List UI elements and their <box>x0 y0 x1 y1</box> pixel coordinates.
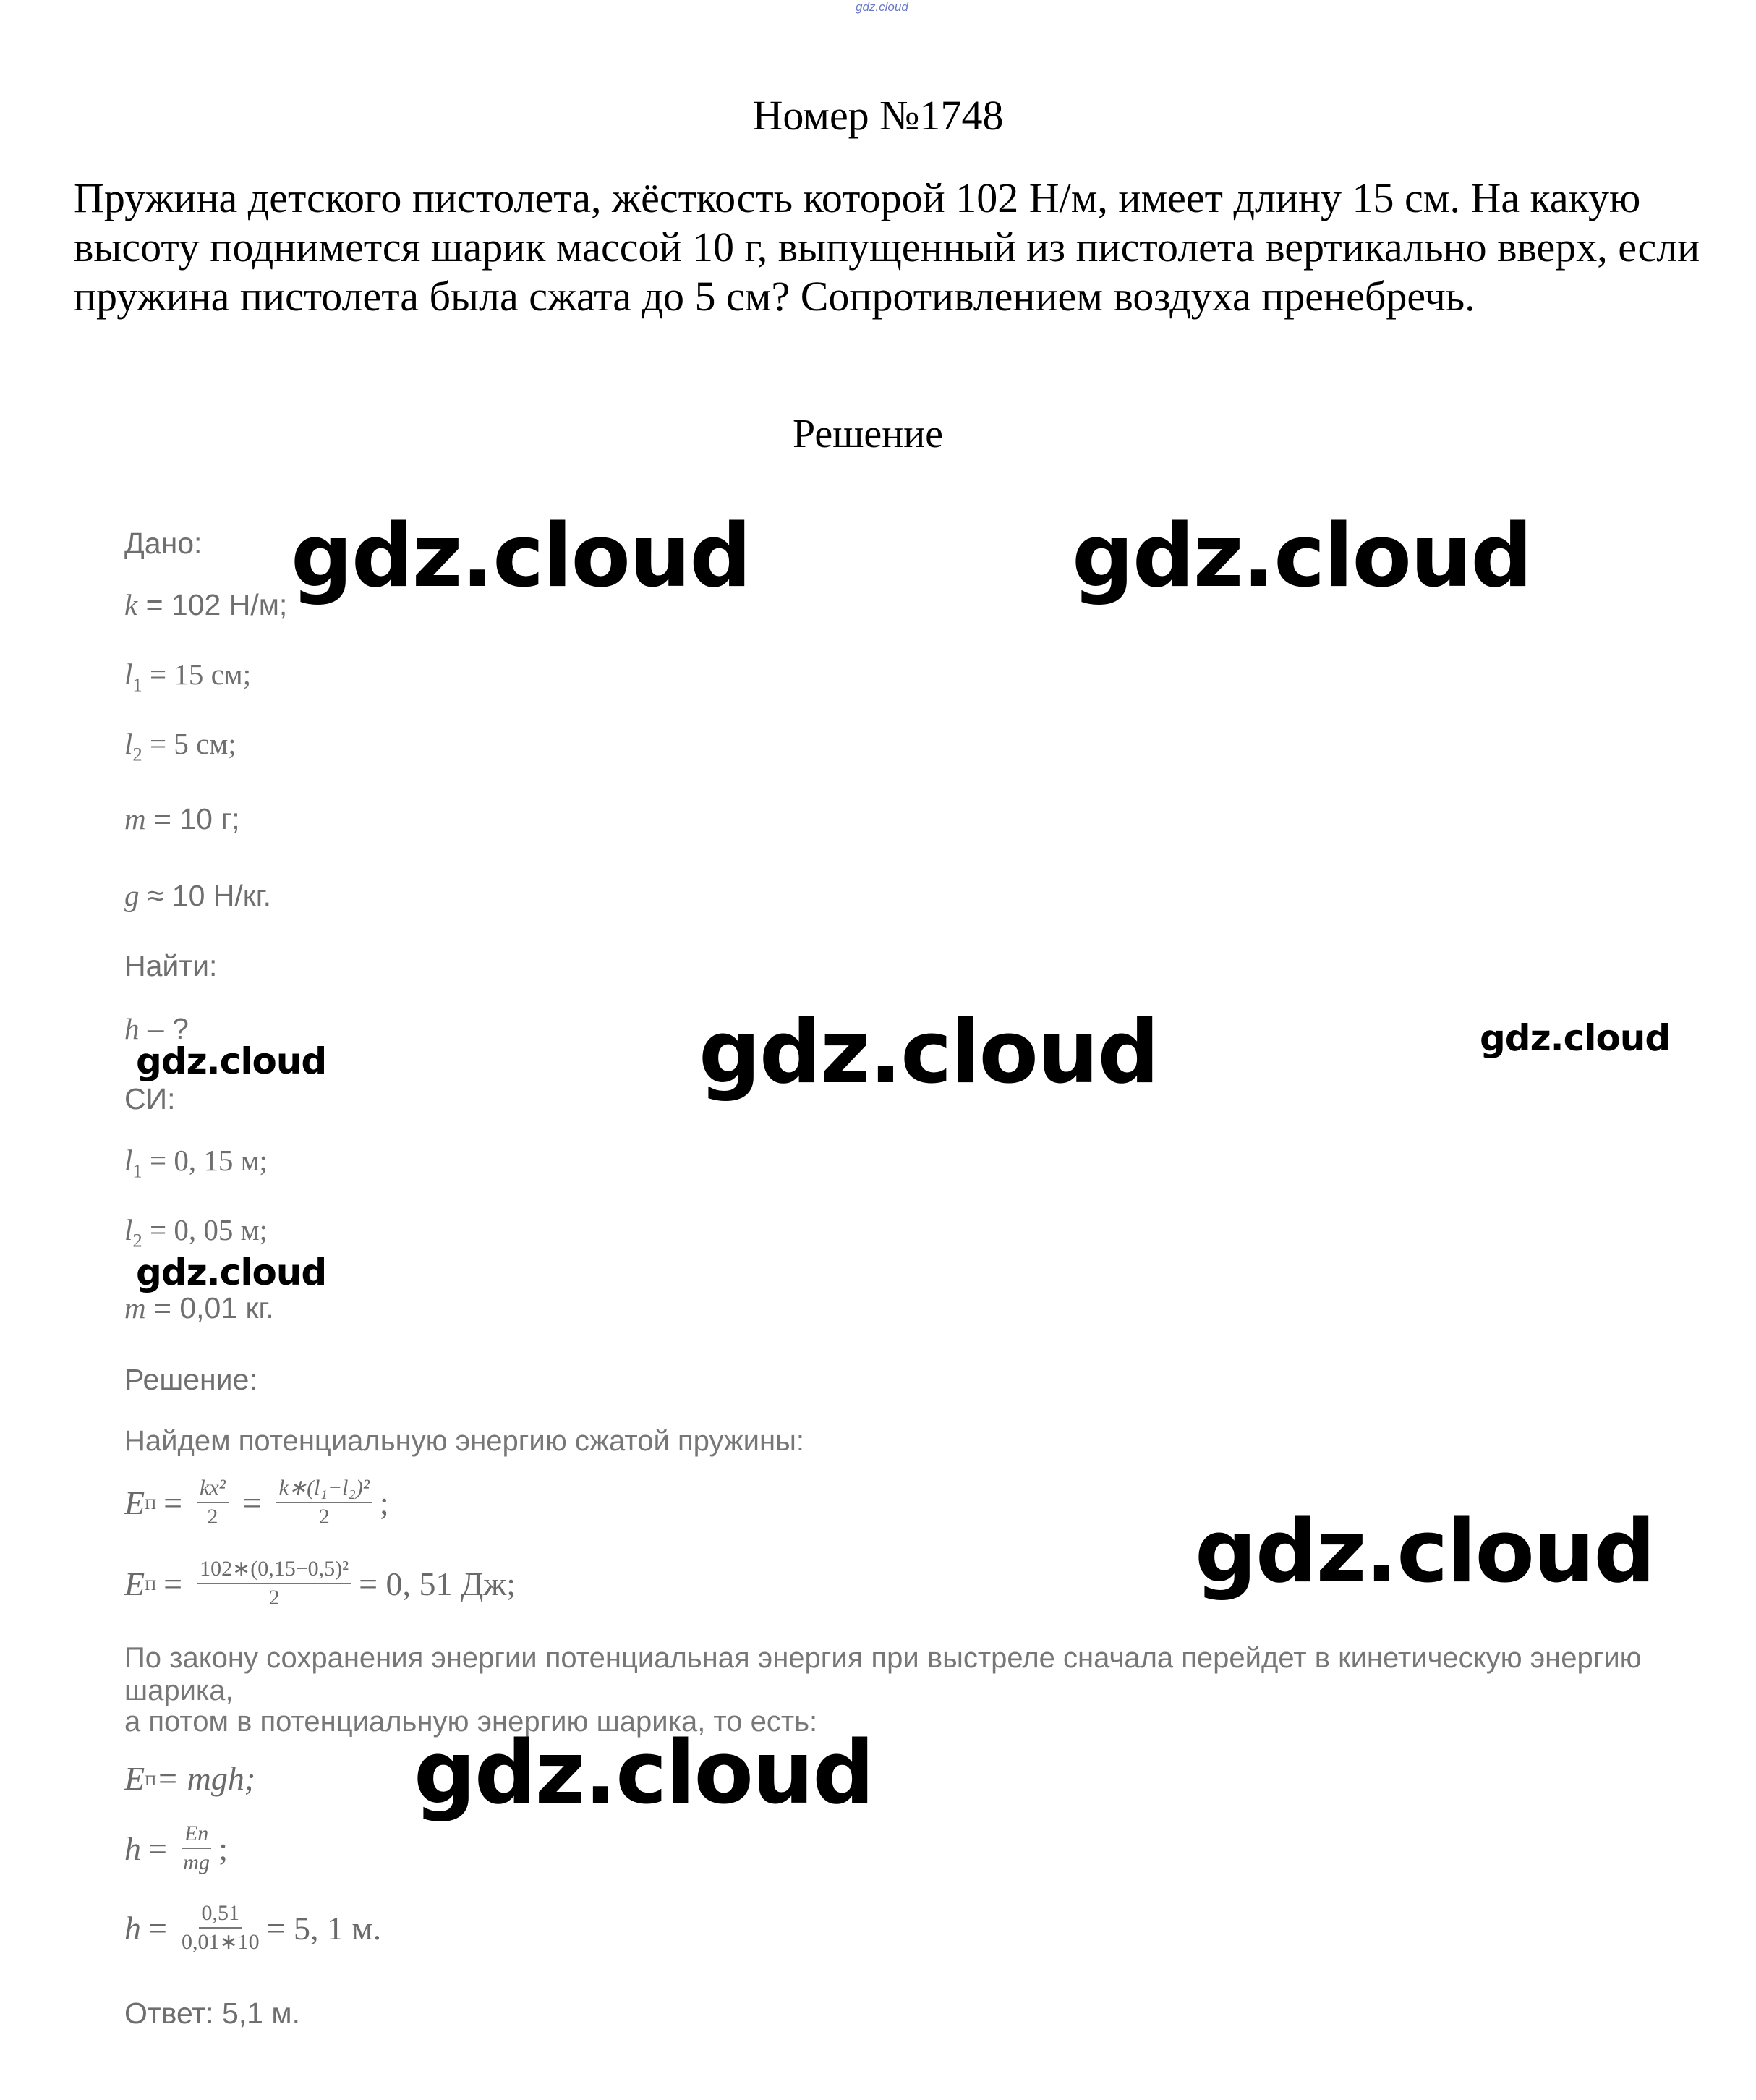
watermark-text: gdz.cloud <box>291 506 751 607</box>
find-label: Найти: <box>124 949 218 982</box>
watermark-text: gdz.cloud <box>1195 1502 1655 1602</box>
equation-4: h = $\frac{Eп}{mg}$ ; <box>124 1821 229 1874</box>
si-label: СИ: <box>124 1082 176 1115</box>
equation-1: E п = $\frac{\text{kx²}}{2}$ = $\frac{\text{k∗(l₁−l₂)²}}{2}$ ; <box>124 1476 389 1529</box>
page-title: Номер №1748 <box>752 92 1004 139</box>
si-l1: $l_1 = 0$, 15 м; <box>124 1144 268 1182</box>
given-g: g ≈ 10 Н/кг. <box>124 879 272 912</box>
si-l2: $l_2 = 0$, 05 м; <box>124 1213 268 1251</box>
watermark-text: gdz.cloud <box>699 1003 1159 1103</box>
answer-line: Ответ: 5,1 м. <box>124 1997 300 2030</box>
solution-heading: Решение <box>792 412 944 456</box>
conservation-text: По закону сохранения энергии потенциальная энергия при выстреле сначала перейдет в кинетическую энергию шарика, <box>124 1642 1642 1706</box>
equation-2: E п = $\frac{\text{102∗(0,15−0,5)²}}{2}$ = 0, 51 Дж; <box>124 1557 516 1610</box>
given-k: k = 102 Н/м; <box>124 588 288 621</box>
equation-3: E п = mgh; <box>124 1760 256 1797</box>
watermark-text: gdz.cloud <box>136 1251 327 1293</box>
given-m: m = 10 г; <box>124 802 240 836</box>
find-h: h – ? <box>124 1012 189 1045</box>
watermark-text: gdz.cloud <box>136 1040 327 1082</box>
watermark-text: gdz.cloud <box>1480 1017 1671 1059</box>
solve-label: Решение: <box>124 1363 257 1396</box>
si-m: m = 0,01 кг. <box>124 1291 274 1325</box>
given-label: Дано: <box>124 527 203 560</box>
conservation-text-2: а потом в потенциальную энергию шарика, то есть: <box>124 1706 818 1738</box>
given-l1: $l_1 = 15$ см; <box>124 658 252 696</box>
watermark-text: gdz.cloud <box>1072 506 1532 607</box>
solve-line1: Найдем потенциальную энергию сжатой пружины: <box>124 1425 804 1457</box>
problem-text: Пружина детского пистолета, жёсткость которой 102 Н/м, имеет длину 15 см. На какую высоту поднимется шарик массой 10 г, выпущенный из пистолета вертикально вверх, если пружина пистолета была сжата до 5 см? Сопротивлением воздуха пренебречь. <box>74 174 1700 320</box>
given-l2: $l_2 = 5$ см; <box>124 727 236 765</box>
header-watermark: gdz.cloud <box>856 0 908 14</box>
equation-5: h = $\frac{0,51}{0,01∗10}$ = 5, 1 м. <box>124 1901 382 1954</box>
watermark-text: gdz.cloud <box>414 1723 874 1824</box>
